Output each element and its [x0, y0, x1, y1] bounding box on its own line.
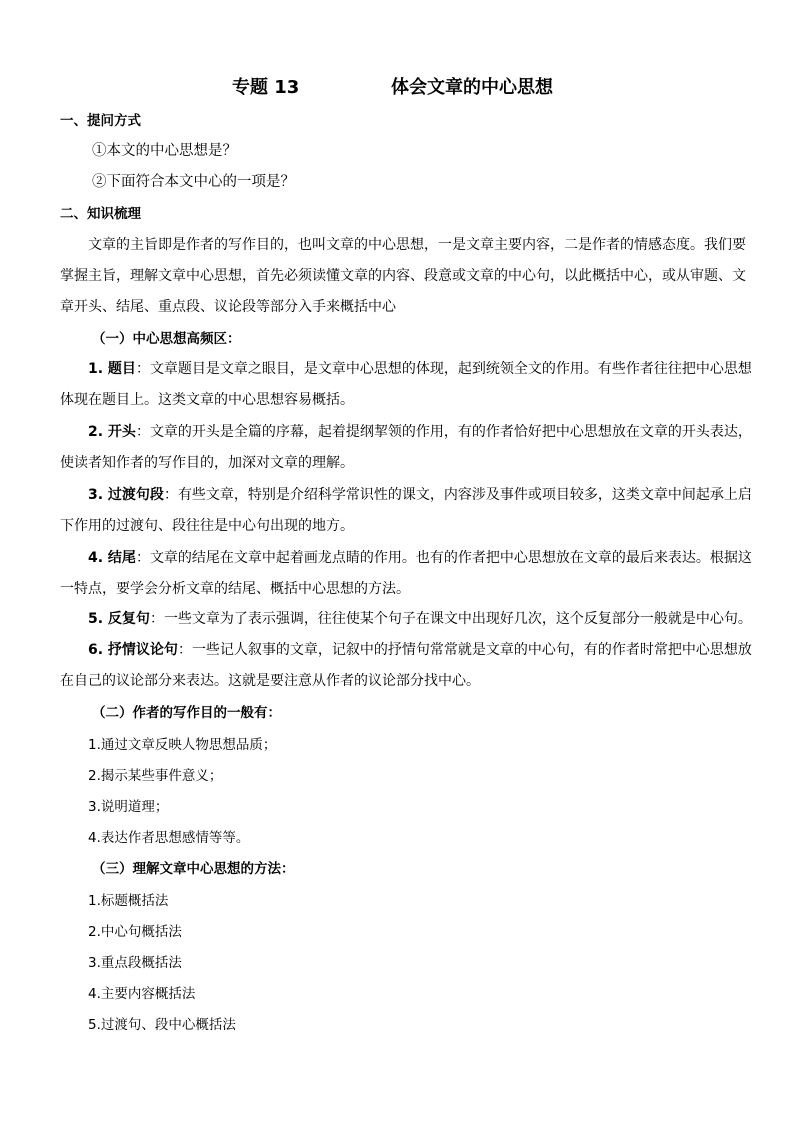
- point-paragraph: [60, 354, 752, 416]
- point-paragraph: [60, 543, 752, 605]
- list-item: 3.说明道理；: [88, 799, 169, 815]
- point-paragraph: [60, 480, 752, 542]
- point-separator: ：: [135, 361, 150, 377]
- point-paragraph: [60, 604, 752, 635]
- point-text: 一些文章为了表示强调，往往使某个句子在课文中出现好几次，这个反复部分一般就是中心句。: [163, 611, 752, 627]
- list-item: 4.表达作者思想感情等等。: [88, 830, 250, 846]
- point-text: 一些记人叙事的文章，记叙中的抒情句常常就是文章的中心句，有的作者时常把中心思想放在自己的议论部分来表达。这就是要注意从作者的议论部分找中心。: [60, 642, 752, 689]
- question-item: ②下面符合本文中心的一项是？: [92, 174, 295, 190]
- point-label: 3. 过渡句段: [88, 487, 164, 503]
- point-label: 6. 抒情议论句: [88, 642, 178, 658]
- page-title: [0, 73, 794, 99]
- topic-title: 体会文章的中心思想: [391, 77, 553, 98]
- question-item: ①本文的中心思想是？: [92, 143, 237, 159]
- point-separator: ：: [149, 611, 164, 627]
- point-text: 文章题目是文章之眼目，是文章中心思想的体现，起到统领全文的作用。有些作者往往把中心思想体现在题目上。这类文章的中心思想容易概括。: [60, 361, 752, 408]
- point-text: 文章的开头是全篇的序幕，起着提纲挈领的作用，有的作者恰好把中心思想放在文章的开头表达，使读者知作者的写作目的，加深对文章的理解。: [60, 424, 752, 471]
- point-separator: ：: [163, 487, 178, 503]
- point-label: 1. 题目: [88, 361, 136, 377]
- point-label: 4. 结尾: [88, 550, 136, 566]
- subsection-heading-high-frequency: （一）中心思想高频区：: [92, 331, 241, 347]
- point-separator: ：: [135, 550, 150, 566]
- section-heading-question-types: 一、提问方式: [60, 113, 141, 129]
- point-text: 文章的结尾在文章中起着画龙点睛的作用。也有的作者把中心思想放在文章的最后来表达。根据这一特点，要学会分析文章的结尾、概括中心思想的方法。: [60, 550, 752, 597]
- list-item: 2.中心句概括法: [88, 924, 182, 940]
- point-label: 5. 反复句: [88, 611, 150, 627]
- list-item: 5.过渡句、段中心概括法: [88, 1017, 236, 1033]
- point-paragraph: [60, 417, 752, 479]
- list-item: 2.揭示某些事件意义；: [88, 768, 223, 784]
- list-item: 1.标题概括法: [88, 893, 169, 909]
- list-item: 1.通过文章反映人物思想品质；: [88, 737, 277, 753]
- point-paragraph: [60, 635, 752, 697]
- intro-paragraph: 文章的主旨即是作者的写作目的，也叫文章的中心思想，一是文章主要内容，二是作者的情感态度。我们要掌握主旨，理解文章中心思想，首先必须读懂文章的内容、段意或文章的中心句，以此概括中心，或从审题、文章开头、结尾、重点段、议论段等部分入手来概括中心: [60, 237, 746, 315]
- topic-number: 专题 13: [232, 77, 300, 98]
- section-heading-knowledge: 二、知识梳理: [60, 206, 141, 222]
- subsection-heading-writing-purpose: （二）作者的写作目的一般有：: [92, 705, 281, 721]
- point-separator: ：: [177, 642, 192, 658]
- list-item: 3.重点段概括法: [88, 955, 182, 971]
- subsection-heading-methods: （三）理解文章中心思想的方法：: [92, 861, 295, 877]
- list-item: 4.主要内容概括法: [88, 986, 196, 1002]
- point-separator: ：: [135, 424, 150, 440]
- point-text: 有些文章，特别是介绍科学常识性的课文，内容涉及事件或项目较多，这类文章中间起承上启下作用的过渡句、段往往是中心句出现的地方。: [60, 487, 752, 534]
- point-label: 2. 开头: [88, 424, 136, 440]
